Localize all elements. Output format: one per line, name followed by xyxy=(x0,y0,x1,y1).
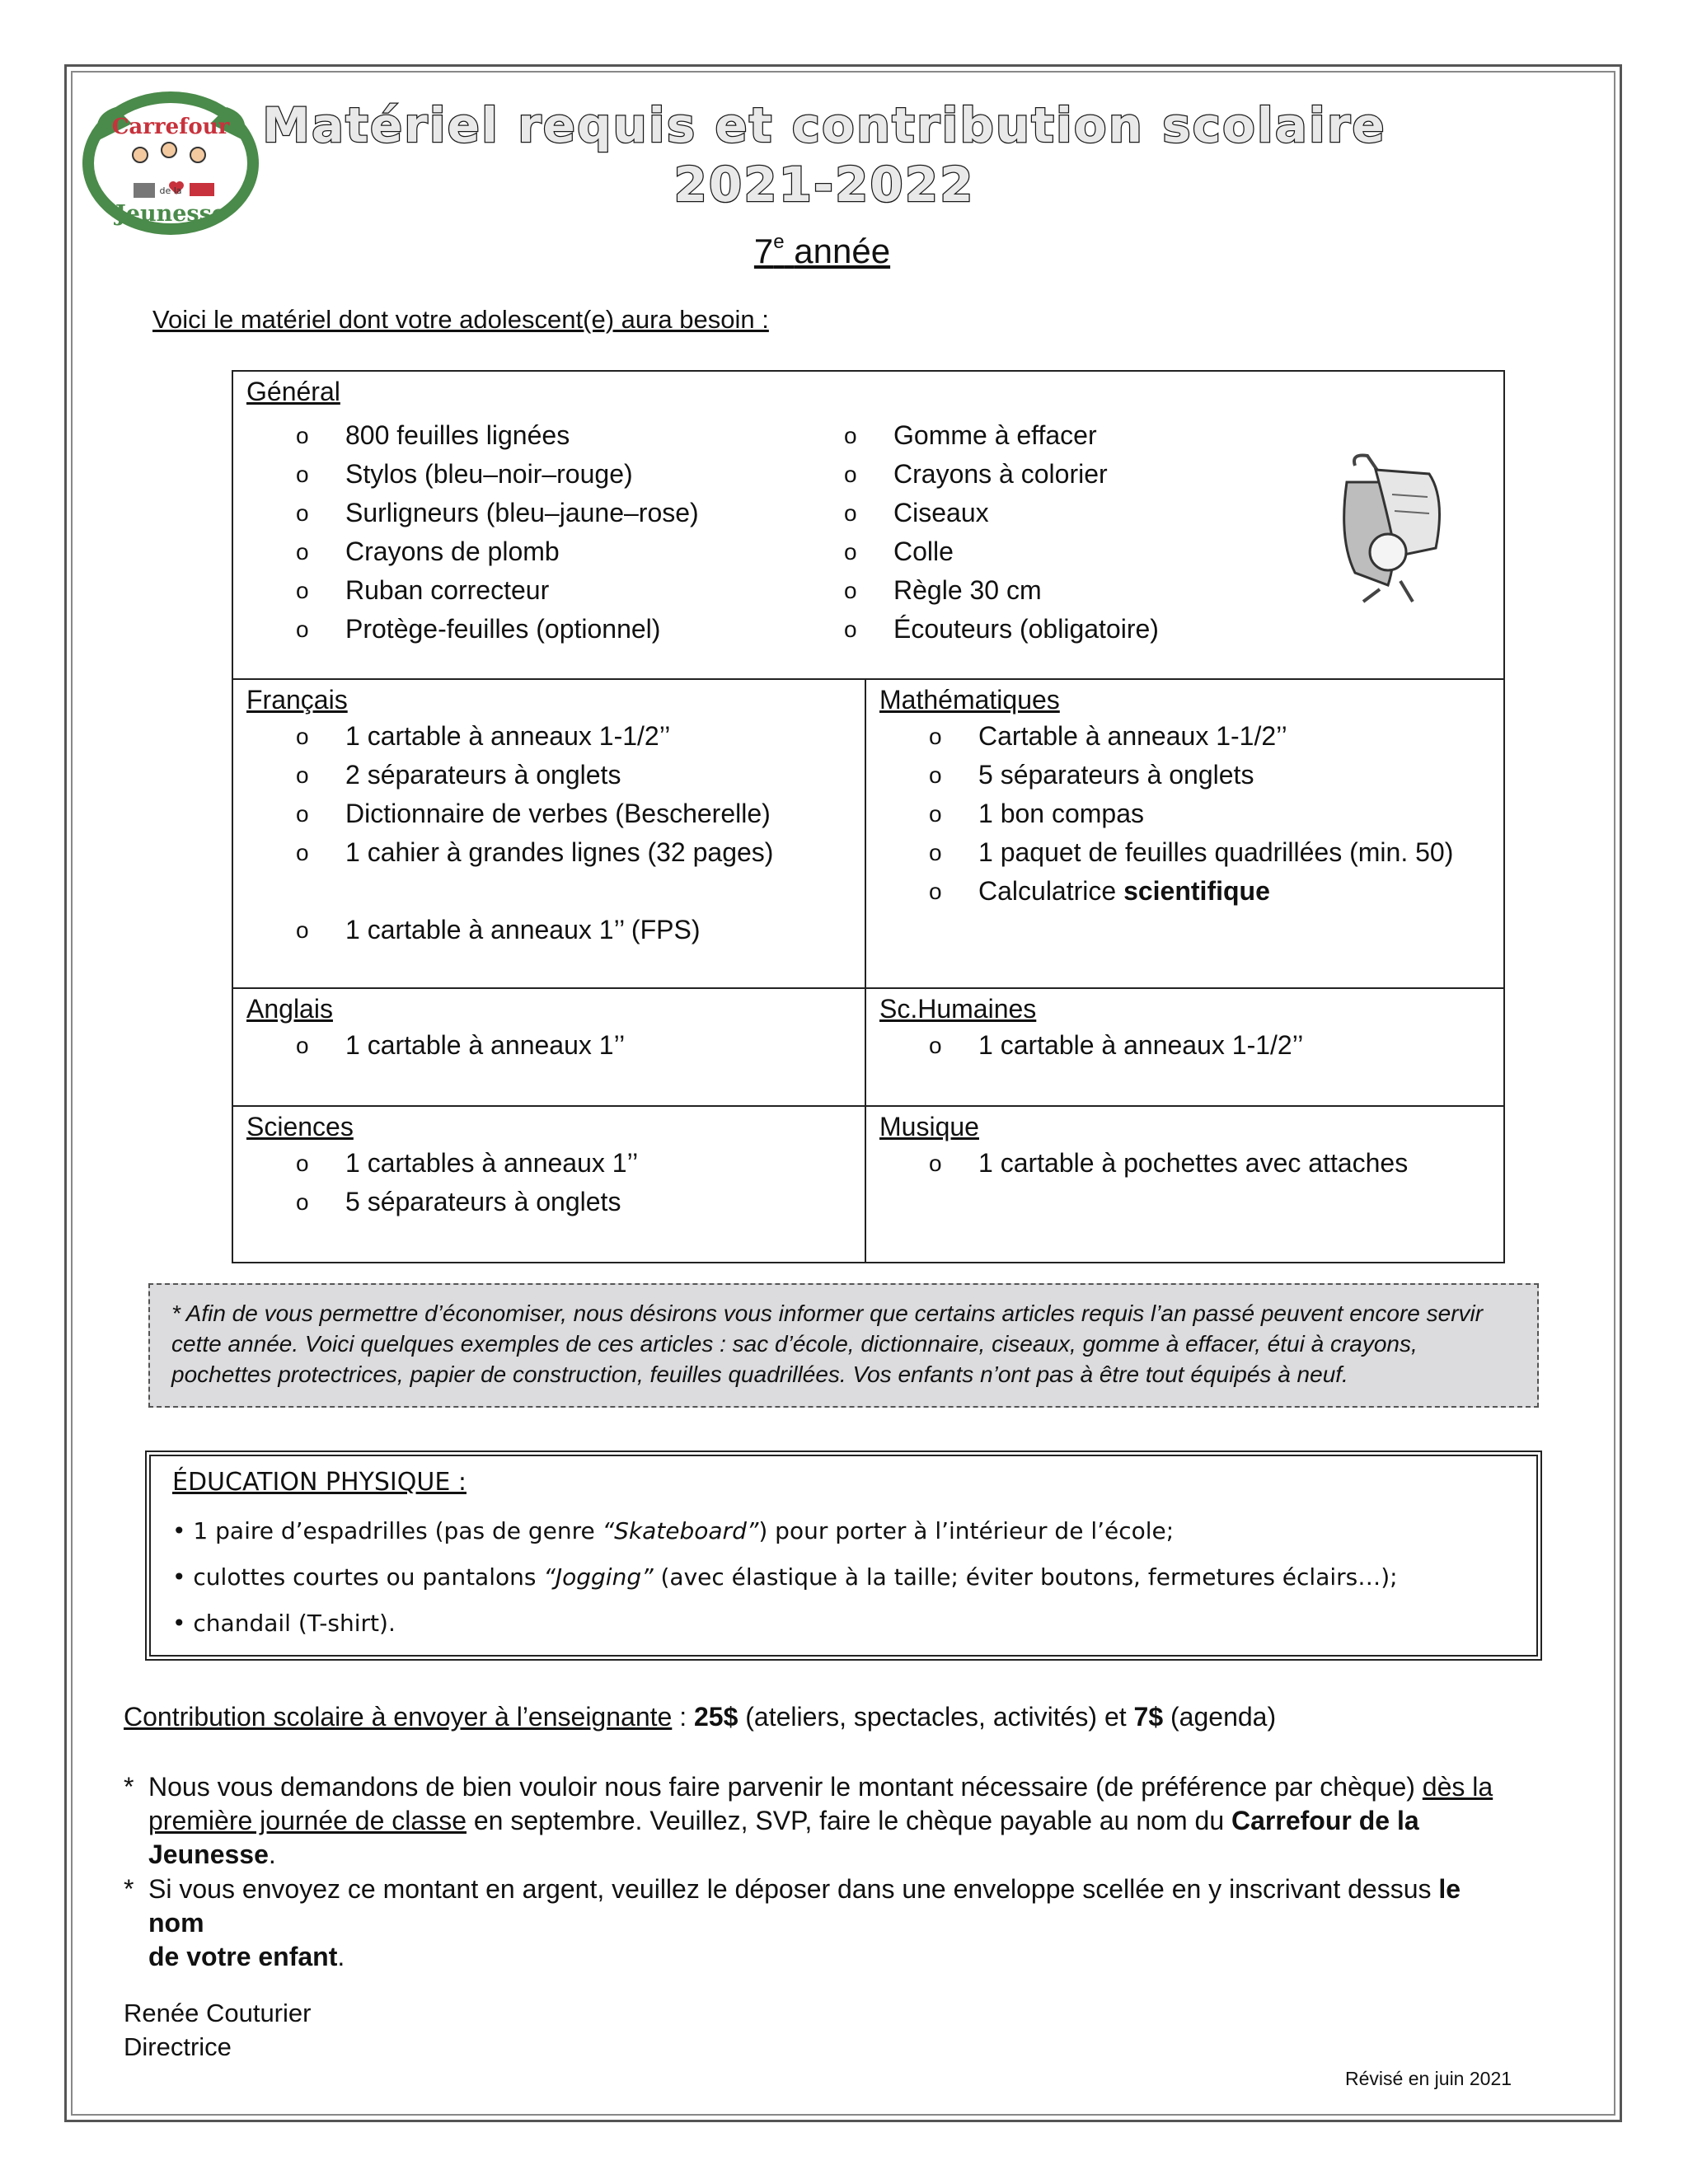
edu-line-1: • 1 paire d’espadrilles (pas de genre “Skateboard”) pour porter à l’intérieur de l’école; xyxy=(172,1517,1175,1544)
list-item: o Crayons de plomb xyxy=(296,537,560,566)
general-list-1 xyxy=(246,416,823,649)
contribution-label: Contribution scolaire à envoyer à l’enseignante xyxy=(124,1702,673,1732)
contribution-amount-2: 7$ xyxy=(1133,1702,1164,1732)
math-cell xyxy=(865,679,1504,988)
schumaines-cell xyxy=(865,988,1504,1106)
sciences-title: Sciences xyxy=(246,1112,354,1141)
list-item: o 1 cartable à anneaux 1-1/2’’ xyxy=(929,1030,1304,1060)
list-item: o 1 cartable à anneaux 1’’ (FPS) xyxy=(296,915,701,944)
sciences-list xyxy=(246,1144,851,1221)
math-title: Mathématiques xyxy=(879,685,1060,715)
musique-list xyxy=(879,1144,1490,1183)
cash-paragraph: * Si vous envoyez ce montant en argent, veuillez le déposer dans une enveloppe scellée en y inscrivant dessus le nom de votre enfant. xyxy=(124,1874,1461,1971)
revised-date: Révisé en juin 2021 xyxy=(1345,2068,1512,2089)
contribution-amount-1: 25$ xyxy=(693,1702,738,1732)
logo-bottom-text: Jeunesse xyxy=(115,201,226,227)
contribution-line: Contribution scolaire à envoyer à l’enseignante : 25$ (ateliers, spectacles, activités) et 7$ (agenda) xyxy=(124,1702,1277,1732)
list-item: o 1 paquet de feuilles quadrillées (min. 50) xyxy=(929,837,1454,867)
list-item: o 1 bon compas xyxy=(929,799,1145,828)
math-list xyxy=(879,717,1490,911)
grade-number: 7 xyxy=(753,232,774,270)
signature-name: Renée Couturier xyxy=(124,1999,312,2027)
supplies-table xyxy=(232,370,1505,1263)
list-item: o 1 cartable à anneaux 1’’ xyxy=(296,1030,626,1060)
edu-line-3: • chandail (T-shirt). xyxy=(172,1610,396,1637)
musique-cell xyxy=(865,1106,1504,1263)
edu-title: ÉDUCATION PHYSIQUE : xyxy=(172,1468,467,1497)
grade-level xyxy=(725,231,919,271)
anglais-cell xyxy=(232,988,865,1106)
grade-word: année xyxy=(794,232,891,270)
general-title: Général xyxy=(246,377,340,406)
school-logo xyxy=(82,91,260,235)
note-line-3: pochettes protectrices, papier de construction, feuilles quadrillées. Vos enfants n’ont pas à être tout équipés à neuf. xyxy=(171,1361,1348,1387)
list-item: o 800 feuilles lignées xyxy=(296,420,570,450)
anglais-title: Anglais xyxy=(246,994,333,1024)
list-item: o 1 cahier à grandes lignes (32 pages) xyxy=(296,837,774,867)
grade-superscript: e xyxy=(773,231,785,253)
list-item: o Règle 30 cm xyxy=(844,575,1042,605)
general-cell xyxy=(232,371,1504,679)
francais-cell xyxy=(232,679,865,988)
list-item: o Protège-feuilles (optionnel) xyxy=(296,614,661,644)
list-item: o Ciseaux xyxy=(844,498,989,527)
list-item: o 2 séparateurs à onglets xyxy=(296,760,621,790)
backpack-icon xyxy=(1330,449,1446,606)
signature-role: Directrice xyxy=(124,2032,232,2061)
list-item: o Ruban correcteur xyxy=(296,575,550,605)
anglais-list xyxy=(246,1026,851,1065)
signature xyxy=(124,1996,311,2064)
physical-education-box xyxy=(145,1451,1542,1661)
list-item: o Calculatrice scientifique xyxy=(929,876,1270,906)
musique-title: Musique xyxy=(879,1112,979,1141)
sciences-cell xyxy=(232,1106,865,1263)
list-item: o Colle xyxy=(844,537,954,566)
francais-title: Français xyxy=(246,685,348,715)
list-item: o Crayons à colorier xyxy=(844,459,1108,489)
schumaines-title: Sc.Humaines xyxy=(879,994,1037,1024)
logo-mid-text: de la xyxy=(159,185,182,196)
list-item: o Surligneurs (bleu–jaune–rose) xyxy=(296,498,699,527)
payment-paragraph: * Nous vous demandons de bien vouloir nous faire parvenir le montant nécessaire (de préférence par chèque) dès la première journée de classe en septembre. Veuillez, SVP, faire le chèque payable au nom du Carrefour de la Jeunesse. xyxy=(124,1772,1493,1869)
list-item: o 5 séparateurs à onglets xyxy=(296,1187,621,1216)
general-list-2 xyxy=(844,416,1256,649)
list-item: o Stylos (bleu–noir–rouge) xyxy=(296,459,633,489)
list-item: o 1 cartable à pochettes avec attaches xyxy=(929,1148,1409,1178)
list-item: o Cartable à anneaux 1-1/2’’ xyxy=(929,721,1287,751)
list-item: o 5 séparateurs à onglets xyxy=(929,760,1254,790)
francais-list xyxy=(246,717,851,949)
schumaines-list xyxy=(879,1026,1490,1065)
note-line-1: * Afin de vous permettre d’économiser, nous désirons vous informer que certains articles requis l’an passé peuvent encore servir xyxy=(171,1301,1484,1326)
note-line-2: cette année. Voici quelques exemples de ces articles : sac d’école, dictionnaire, ciseaux, gomme à effacer, étui à crayons, xyxy=(171,1331,1418,1357)
page-title: Matériel requis et contribution scolaire xyxy=(262,97,1386,153)
logo-top-text: Carrefour xyxy=(111,115,230,139)
page-title-year: 2021-2022 xyxy=(673,157,975,213)
list-item: o 1 cartable à anneaux 1-1/2’’ xyxy=(296,721,671,751)
list-item: o Écouteurs (obligatoire) xyxy=(844,614,1159,644)
list-item: o 1 cartables à anneaux 1’’ xyxy=(296,1148,639,1178)
list-item: o Gomme à effacer xyxy=(844,420,1097,450)
savings-note xyxy=(148,1283,1539,1408)
intro-text: Voici le matériel dont votre adolescent(e) aura besoin : xyxy=(152,305,769,334)
edu-line-2: • culottes courtes ou pantalons “Jogging” (avec élastique à la taille; éviter boutons, fermetures éclairs…); xyxy=(172,1563,1398,1591)
list-item: o Dictionnaire de verbes (Bescherelle) xyxy=(296,799,771,828)
